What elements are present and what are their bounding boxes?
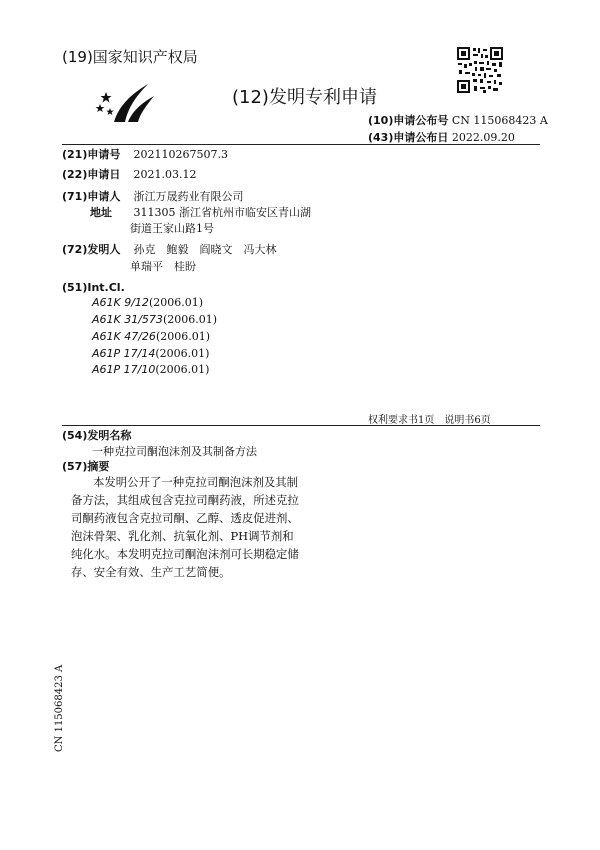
filing-date: (22)申请日 2021.03.12 bbox=[62, 168, 197, 181]
publication-number: (10)申请公布号 CN 115068423 A bbox=[368, 114, 548, 127]
applicant: (71)申请人 浙江万晟药业有限公司 bbox=[62, 190, 244, 203]
document-type-title: (12)发明专利申请 bbox=[232, 87, 377, 108]
invention-title: 一种克拉司酮泡沫剂及其制备方法 bbox=[92, 445, 257, 458]
publication-date: (43)申请公布日 2022.09.20 bbox=[368, 131, 515, 144]
classification-item: A61K 9/12(2006.01) bbox=[92, 296, 204, 309]
header-divider bbox=[62, 144, 540, 145]
classification-item: A61K 31/573(2006.01) bbox=[92, 313, 218, 326]
side-publication-number: CN 115068423 A bbox=[54, 664, 65, 752]
invention-title-label: (54)发明名称 bbox=[62, 429, 132, 442]
abstract-label: (57)摘要 bbox=[62, 460, 110, 473]
inventors-continued: 单瑞平 桂盼 bbox=[130, 260, 196, 273]
address: 地址 311305 浙江省杭州市临安区青山湖 bbox=[90, 206, 311, 219]
classification-item: A61P 17/10(2006.01) bbox=[92, 363, 210, 376]
office-name: (19)国家知识产权局 bbox=[62, 48, 198, 66]
address-continued: 街道王家山路1号 bbox=[130, 222, 214, 235]
qr-code-icon bbox=[456, 46, 504, 94]
int-cl-label: (51)Int.Cl. bbox=[62, 281, 125, 294]
inventors: (72)发明人 孙克 鲍毅 阎晓文 冯大林 bbox=[62, 243, 277, 256]
cnipa-logo-icon bbox=[94, 78, 156, 124]
page-count-note: 权利要求书1页 说明书6页 bbox=[368, 415, 491, 426]
section-divider bbox=[62, 425, 540, 426]
application-number: (21)申请号 202110267507.3 bbox=[62, 148, 228, 161]
classification-item: A61K 47/26(2006.01) bbox=[92, 330, 211, 343]
abstract-text: 本发明公开了一种克拉司酮泡沫剂及其制备方法，其组成包含克拉司酮药液，所述克拉司酮药液包含克拉司酮、乙醇、透皮促进剂、泡沫骨架、乳化剂、抗氧化剂、PH调节剂和纯化水。本发明克拉司酮泡沫剂可长期稳定储存、安全有效、生产工艺简便。 bbox=[71, 475, 299, 579]
classification-item: A61P 17/14(2006.01) bbox=[92, 347, 210, 360]
